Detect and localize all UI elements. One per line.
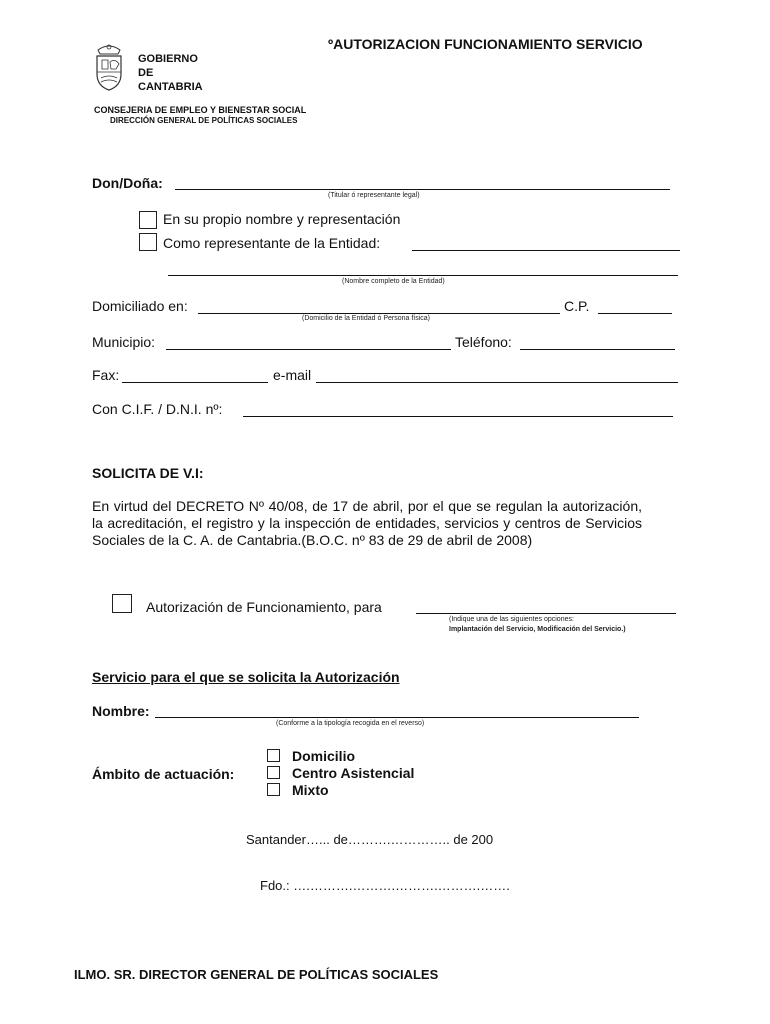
domicilio-field[interactable] — [198, 313, 560, 314]
addressee: ILMO. SR. DIRECTOR GENERAL DE POLÍTICAS SOCIALES — [74, 967, 439, 982]
autorizacion-label: Autorización de Funcionamiento, para — [146, 599, 382, 615]
fdo-line[interactable]: Fdo.: ….……….……….……….……….……. — [260, 878, 510, 893]
ambito-option-domicilio: Domicilio — [292, 748, 356, 764]
autorizacion-checkbox[interactable] — [112, 594, 132, 613]
cif-label: Con C.I.F. / D.N.I. nº: — [92, 401, 223, 417]
municipio-field[interactable] — [166, 349, 451, 350]
email-field[interactable] — [316, 382, 678, 383]
domicilio-label: Domiciliado en: — [92, 298, 188, 314]
entidad-checkbox[interactable] — [139, 233, 157, 251]
fax-label: Fax: — [92, 367, 120, 383]
ambito-option-centro: Centro Asistencial — [292, 765, 415, 781]
consejeria-label: CONSEJERIA DE EMPLEO Y BIENESTAR SOCIAL — [94, 105, 307, 115]
cp-label: C.P. — [564, 298, 590, 314]
don-dona-label: Don/Doña: — [92, 175, 163, 191]
nombre-field[interactable] — [155, 717, 639, 718]
ambito-option-mixto: Mixto — [292, 782, 329, 798]
autorizacion-hint-2: Implantación del Servicio, Modificación del Servicio.) — [449, 626, 626, 633]
autorizacion-field[interactable] — [416, 613, 676, 614]
cif-field[interactable] — [243, 416, 673, 417]
gov-line-2: DE — [138, 67, 154, 79]
fax-field[interactable] — [122, 382, 268, 383]
domicilio-hint: (Domicilio de la Entidad ó Persona física) — [302, 315, 431, 322]
mixto-checkbox[interactable] — [267, 783, 280, 796]
gov-line-1: GOBIERNO — [138, 53, 198, 65]
don-dona-field[interactable] — [175, 189, 670, 190]
direccion-label: DIRECCIÓN GENERAL DE POLÍTICAS SOCIALES — [110, 116, 298, 125]
don-dona-hint: (Titular ó representante legal) — [328, 192, 420, 199]
domicilio-checkbox[interactable] — [267, 749, 280, 762]
cp-field[interactable] — [598, 313, 672, 314]
nombre-hint: (Conforme a la tipología recogida en el reverso) — [276, 720, 425, 727]
telefono-label: Teléfono: — [455, 334, 512, 350]
entidad-field[interactable] — [412, 250, 680, 251]
autorizacion-hint-1: (Indique una de las siguientes opciones: — [449, 616, 574, 623]
coat-of-arms-icon — [92, 42, 126, 92]
email-label: e-mail — [273, 367, 312, 383]
decreto-paragraph: En virtud del DECRETO Nº 40/08, de 17 de abril, por el que se regulan la autorización, la acreditación, el registro y la inspección de entidades, servicios y centros de Servicios Sociales de la C. A. de Cantabria.(B.O.C. nº 83 de 29 de abril de 2008) — [92, 498, 642, 548]
propio-nombre-label: En su propio nombre y representación — [163, 211, 401, 227]
place-date-line[interactable]: Santander…... de……….………….. de 200 — [246, 832, 494, 847]
solicita-heading: SOLICITA DE V.I: — [92, 465, 204, 481]
gov-line-3: CANTABRIA — [138, 81, 203, 93]
centro-asistencial-checkbox[interactable] — [267, 766, 280, 779]
document-title: ºAUTORIZACION FUNCIONAMIENTO SERVICIO — [328, 36, 643, 52]
servicio-heading: Servicio para el que se solicita la Autorización — [92, 669, 400, 685]
entidad-nombre-field[interactable] — [168, 275, 678, 276]
telefono-field[interactable] — [520, 349, 675, 350]
entidad-label: Como representante de la Entidad: — [163, 235, 381, 251]
municipio-label: Municipio: — [92, 334, 156, 350]
nombre-label: Nombre: — [92, 703, 150, 719]
ambito-label: Ámbito de actuación: — [92, 766, 235, 782]
propio-nombre-checkbox[interactable] — [139, 211, 157, 229]
entidad-nombre-hint: (Nombre completo de la Entidad) — [342, 278, 445, 285]
government-name — [138, 52, 203, 94]
